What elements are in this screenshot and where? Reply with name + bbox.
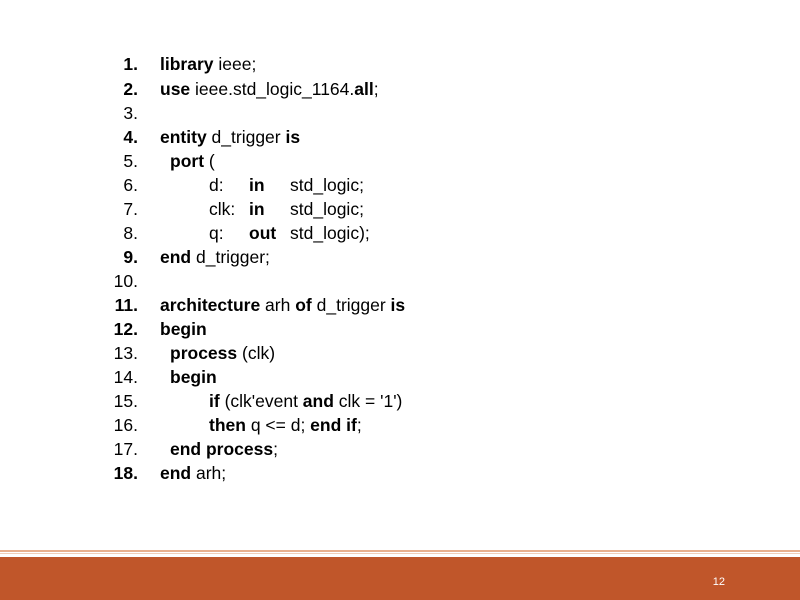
keyword: all (354, 79, 374, 99)
keyword: entity (160, 127, 207, 147)
code-fragment: (clk'event (219, 391, 303, 411)
keyword: of (295, 295, 312, 315)
code-line-3 (0, 101, 800, 125)
code-text (209, 389, 402, 413)
code-fragment: ( (204, 151, 215, 171)
line-number: 5. (123, 151, 138, 171)
footer-bar (0, 557, 800, 600)
code-line-14 (0, 365, 800, 389)
code-line-4 (0, 125, 800, 149)
code-line-16 (0, 413, 800, 437)
code-fragment: d_trigger (311, 295, 391, 315)
line-number: 2. (123, 79, 138, 99)
line-number: 3. (123, 103, 138, 123)
footer-divider-thin (0, 553, 800, 554)
code-line-18 (0, 461, 800, 485)
code-fragment: ; (273, 439, 278, 459)
code-fragment: ; (356, 415, 362, 435)
line-number: 18. (113, 463, 138, 483)
code-text (170, 149, 215, 173)
code-text (160, 52, 256, 76)
code-fragment: ieee.std_logic_1164. (190, 79, 355, 99)
line-number: 9. (123, 247, 138, 267)
line-number: 15. (113, 391, 138, 411)
code-line-13 (0, 341, 800, 365)
port-direction: in (249, 175, 265, 195)
port-type: std_logic); (290, 223, 370, 243)
code-fragment: d_trigger (206, 127, 286, 147)
footer-divider (0, 550, 800, 552)
code-line-9 (0, 245, 800, 269)
keyword: use (160, 79, 191, 99)
keyword: begin (170, 367, 217, 387)
code-fragment: q <= d; (245, 415, 311, 435)
port-direction: in (249, 199, 265, 219)
port-signal: d: (209, 175, 224, 195)
keyword: if (209, 391, 220, 411)
keyword: then (209, 415, 246, 435)
code-line-15 (0, 389, 800, 413)
code-text (170, 437, 278, 461)
code-text (160, 461, 226, 485)
line-number: 10. (113, 271, 138, 291)
keyword: end process (170, 439, 274, 459)
keyword: begin (160, 319, 207, 339)
line-number: 16. (113, 415, 138, 435)
keyword: end (160, 463, 192, 483)
code-line-8 (0, 221, 800, 245)
code-fragment: d_trigger; (191, 247, 270, 267)
line-number: 17. (113, 439, 138, 459)
keyword: end (160, 247, 192, 267)
line-number: 4. (123, 127, 138, 147)
code-fragment: arh; (191, 463, 227, 483)
keyword: library (160, 54, 214, 74)
code-text (160, 245, 270, 269)
code-fragment: arh (260, 295, 296, 315)
code-fragment: ; (373, 79, 379, 99)
code-text (160, 125, 300, 149)
code-text (160, 77, 379, 101)
code-text (170, 341, 275, 365)
code-text (209, 413, 362, 437)
line-number: 11. (114, 295, 138, 315)
line-number: 13. (113, 343, 138, 363)
keyword: end if (310, 415, 357, 435)
keyword: and (302, 391, 334, 411)
code-line-7 (0, 197, 800, 221)
line-number: 8. (123, 223, 138, 243)
code-line-17 (0, 437, 800, 461)
keyword: architecture (160, 295, 261, 315)
keyword: is (390, 295, 406, 315)
code-line-11 (0, 293, 800, 317)
line-number: 6. (123, 175, 138, 195)
code-text (160, 317, 207, 341)
port-signal: clk: (209, 199, 236, 219)
keyword: port (170, 151, 205, 171)
code-text (170, 365, 217, 389)
port-type: std_logic; (290, 199, 364, 219)
code-line-2 (0, 77, 800, 101)
keyword: process (170, 343, 238, 363)
page-number: 12 (712, 576, 725, 588)
keyword: is (285, 127, 301, 147)
line-number: 12. (113, 319, 138, 339)
code-line-12 (0, 317, 800, 341)
port-signal: q: (209, 223, 224, 243)
line-number: 1. (123, 54, 138, 74)
code-line-5 (0, 149, 800, 173)
code-line-1 (0, 52, 800, 76)
port-direction: out (249, 223, 277, 243)
code-line-10 (0, 269, 800, 293)
code-fragment: clk = '1') (333, 391, 403, 411)
port-type: std_logic; (290, 175, 364, 195)
code-fragment: ieee; (213, 54, 257, 74)
code-line-6 (0, 173, 800, 197)
line-number: 7. (123, 199, 138, 219)
code-text (160, 293, 405, 317)
line-number: 14. (113, 367, 138, 387)
code-fragment: (clk) (237, 343, 276, 363)
